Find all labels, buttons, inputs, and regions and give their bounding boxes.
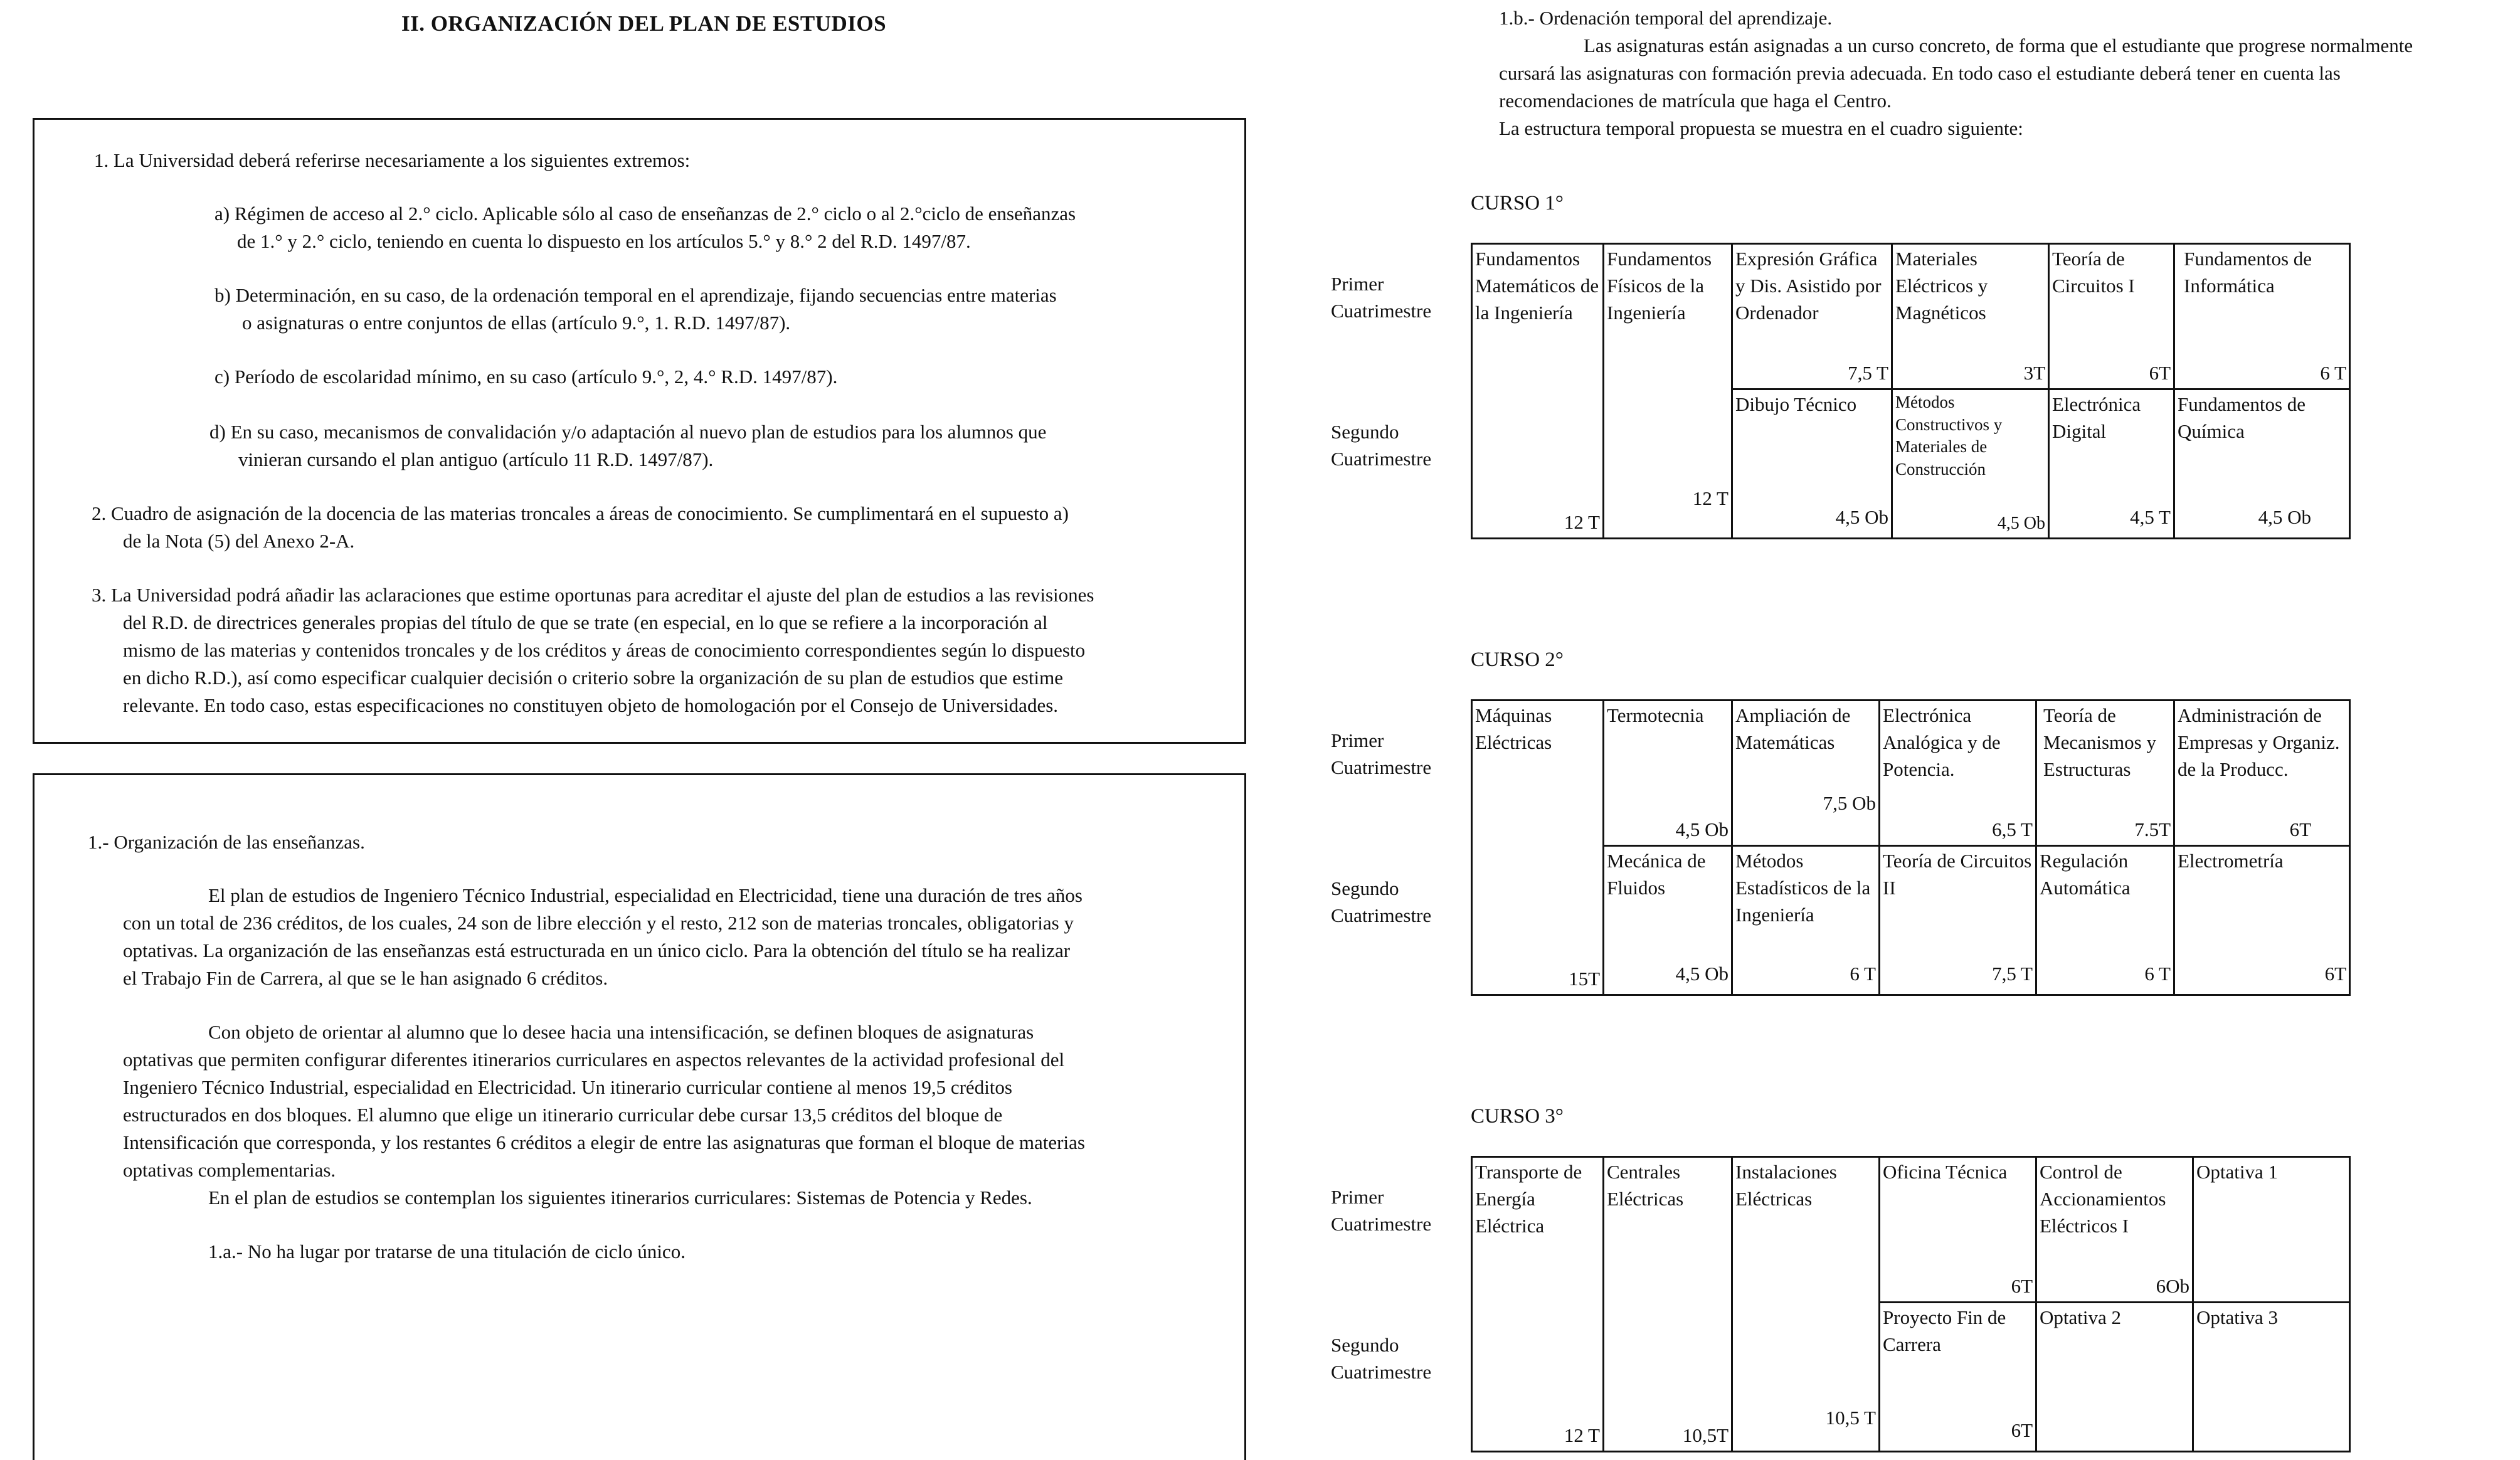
curso-1-table	[1471, 243, 2351, 539]
temporal-heading: 1.b.- Ordenación temporal del aprendizaje.	[1499, 7, 1833, 29]
item-1d-line2: vinieran cursando el plan antiguo (artículo 11 R.D. 1497/87).	[238, 448, 714, 470]
para2-line5: Intensificación que corresponda, y los restantes 6 créditos a elegir de entre las asignaturas que forman el bloque de materias	[123, 1131, 1085, 1153]
item-1: 1. La Universidad deberá referirse necesariamente a los siguientes extremos:	[94, 149, 691, 171]
curso-3-label: CURSO 3°	[1471, 1105, 1564, 1128]
item-2-line2: de la Nota (5) del Anexo 2-A.	[123, 530, 355, 552]
curso-2-segundo-label: Segundo Cuatrimestre	[1331, 877, 1432, 926]
item-1d-line1: d) En su caso, mecanismos de convalidación y/o adaptación al nuevo plan de estudios para los alumnos que	[209, 421, 1047, 443]
para2-line2: optativas que permiten configurar diferentes itinerarios curriculares en aspectos relevantes de la actividad profesional del	[123, 1049, 1065, 1071]
subject-cell: Proyecto Fin de Carrera 6T	[1880, 1303, 2036, 1452]
para2-line1: Con objeto de orientar al alumno que lo desee hacia una intensificación, se definen bloques de asignaturas	[208, 1021, 1034, 1043]
subject-cell: Centrales Eléctricas 10,5T	[1604, 1157, 1732, 1452]
subject-cell: Optativa 2	[2036, 1303, 2193, 1452]
para1-line4: el Trabajo Fin de Carrera, al que se le han asignado 6 créditos.	[123, 967, 608, 989]
curso-1-segundo-label: Segundo Cuatrimestre	[1331, 421, 1432, 470]
subject-cell: Teoría de Circuitos II 7,5 T	[1880, 846, 2036, 995]
subject-cell: Termotecnia 4,5 Ob	[1604, 701, 1732, 846]
subject-cell: Expresión Gráfica y Dis. Asistido por Ordenador 7,5 T	[1732, 244, 1892, 389]
item-3-line2: del R.D. de directrices generales propias del título de que se trate (en especial, en lo que se refiere a la incorporación al	[123, 611, 1048, 633]
item-3-line5: relevante. En todo caso, estas especificaciones no constituyen objeto de homologación por el Consejo de Universidades.	[123, 694, 1059, 716]
subject-cell: Dibujo Técnico 4,5 Ob	[1732, 389, 1892, 539]
para1-line2: con un total de 236 créditos, de los cuales, 24 son de libre elección y el resto, 212 son de materias troncales, obligatorias y	[123, 912, 1074, 934]
subject-cell: Fundamentos Físicos de la Ingeniería 12 T	[1604, 244, 1732, 539]
item-1a-line2: de 1.° y 2.° ciclo, teniendo en cuenta lo dispuesto en los artículos 5.° y 8.° 2 del R.D. 1497/87.	[237, 230, 971, 252]
curso-3-table	[1471, 1156, 2351, 1452]
para2-line4: estructurados en dos bloques. El alumno que elige un itinerario curricular debe cursar 13,5 créditos del bloque de	[123, 1104, 1003, 1126]
subject-cell: Ampliación de Matemáticas 7,5 Ob	[1732, 701, 1880, 846]
subject-cell: Electrónica Analógica y de Potencia. 6,5 T	[1880, 701, 2036, 846]
subject-cell: Electrónica Digital 4,5 T	[2049, 389, 2174, 539]
curso-2-primer-label: Primer Cuatrimestre	[1331, 729, 1432, 778]
item-2-line1: 2. Cuadro de asignación de la docencia de las materias troncales a áreas de conocimiento. Se cumplimentará en el supuesto a)	[92, 502, 1069, 524]
organization-heading: 1.- Organización de las enseñanzas.	[88, 831, 365, 853]
subject-cell: Regulación Automática 6 T	[2036, 846, 2174, 995]
subject-cell: Transporte de Energía Eléctrica 12 T	[1472, 1157, 1604, 1452]
subject-cell: Máquinas Eléctricas 15T	[1472, 701, 1604, 995]
curso-1-primer-label: Primer Cuatrimestre	[1331, 273, 1432, 322]
para4: 1.a.- No ha lugar por tratarse de una titulación de ciclo único.	[208, 1240, 686, 1262]
subject-cell: Optativa 1	[2193, 1157, 2350, 1303]
subject-cell: Fundamentos Matemáticos de la Ingeniería 12 T	[1472, 244, 1604, 539]
curso-2-table	[1471, 699, 2351, 996]
temporal-line3: recomendaciones de matrícula que haga el Centro.	[1499, 90, 1892, 112]
curso-1-label: CURSO 1°	[1471, 192, 1564, 214]
subject-cell: Oficina Técnica 6T	[1880, 1157, 2036, 1303]
subject-cell: Métodos Constructivos y Materiales de Construcción 4,5 Ob	[1892, 389, 2049, 539]
subject-cell: Control de Accionamientos Eléctricos I 6Ob	[2036, 1157, 2193, 1303]
subject-cell: Materiales Eléctricos y Magnéticos 3T	[1892, 244, 2049, 389]
subject-cell: Administración de Empresas y Organiz. de la Producc. 6T	[2174, 701, 2350, 846]
item-1b-line2: o asignaturas o entre conjuntos de ellas (artículo 9.°, 1. R.D. 1497/87).	[242, 312, 791, 334]
para2-line6: optativas complementarias.	[123, 1159, 336, 1181]
para1-line1: El plan de estudios de Ingeniero Técnico Industrial, especialidad en Electricidad, tiene una duración de tres años	[208, 884, 1083, 906]
section-title: II. ORGANIZACIÓN DEL PLAN DE ESTUDIOS	[401, 11, 887, 36]
subject-cell: Teoría de Circuitos I 6T	[2049, 244, 2174, 389]
item-3-line3: mismo de las materias y contenidos troncales y de los créditos y áreas de conocimiento correspondientes según lo dispuesto	[123, 639, 1086, 661]
curso-3-primer-label: Primer Cuatrimestre	[1331, 1186, 1432, 1235]
subject-cell: Optativa 3	[2193, 1303, 2350, 1452]
temporal-line2: cursará las asignaturas con formación previa adecuada. En todo caso el estudiante deberá tener en cuenta las	[1499, 62, 2341, 84]
para2-line3: Ingeniero Técnico Industrial, especialidad en Electricidad. Un itinerario curricular contiene al menos 19,5 créditos	[123, 1076, 1012, 1098]
item-1b-line1: b) Determinación, en su caso, de la ordenación temporal en el aprendizaje, fijando secuencias entre materias	[214, 284, 1057, 306]
subject-cell: Instalaciones Eléctricas 10,5 T	[1732, 1157, 1880, 1452]
temporal-line4: La estructura temporal propuesta se muestra en el cuadro siguiente:	[1499, 117, 2023, 139]
subject-cell: Fundamentos de Informática 6 T	[2174, 244, 2350, 389]
subject-cell: Electrometría 6T	[2174, 846, 2350, 995]
para3: En el plan de estudios se contemplan los siguientes itinerarios curriculares: Sistemas de Potencia y Redes.	[208, 1187, 1032, 1209]
subject-cell: Mecánica de Fluidos 4,5 Ob	[1604, 846, 1732, 995]
item-1a-line1: a) Régimen de acceso al 2.° ciclo. Aplicable sólo al caso de enseñanzas de 2.° ciclo o al 2.°ciclo de enseñanzas	[214, 203, 1076, 225]
curso-2-label: CURSO 2°	[1471, 648, 1564, 671]
para1-line3: optativas. La organización de las enseñanzas está estructurada en un único ciclo. Para la obtención del título se ha realizar	[123, 939, 1071, 961]
item-3-line4: en dicho R.D.), así como especificar cualquier decisión o criterio sobre la organización de su plan de estudios que estime	[123, 667, 1063, 689]
temporal-line1: Las asignaturas están asignadas a un curso concreto, de forma que el estudiante que progrese normalmente	[1584, 34, 2413, 56]
subject-cell: Teoría de Mecanismos y Estructuras 7.5T	[2036, 701, 2174, 846]
curso-3-segundo-label: Segundo Cuatrimestre	[1331, 1334, 1432, 1383]
item-3-line1: 3. La Universidad podrá añadir las aclaraciones que estime oportunas para acreditar el ajuste del plan de estudios a las revisiones	[92, 584, 1094, 606]
subject-cell: Fundamentos de Química 4,5 Ob	[2174, 389, 2350, 539]
item-1c: c) Período de escolaridad mínimo, en su caso (artículo 9.°, 2, 4.° R.D. 1497/87).	[214, 366, 838, 388]
subject-cell: Métodos Estadísticos de la Ingeniería 6 T	[1732, 846, 1880, 995]
